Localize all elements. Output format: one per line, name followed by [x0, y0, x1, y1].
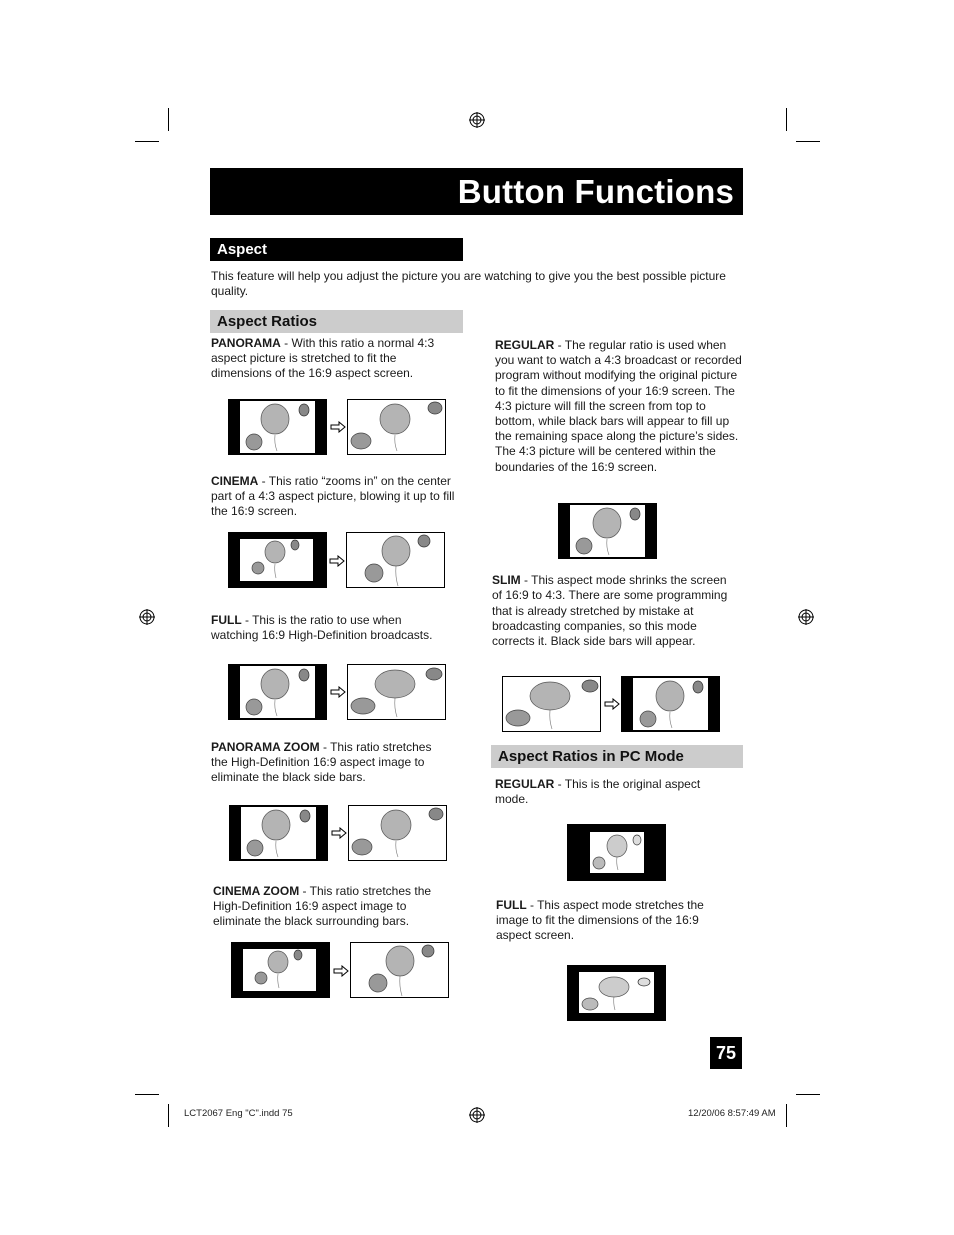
aspect-intro: This feature will help you adjust the picture you are watching to give you the best possible picture quality.: [211, 269, 726, 299]
regular-description: [495, 338, 745, 475]
right-arrow-icon: [331, 827, 347, 839]
slim-text: - This aspect mode shrinks the screen of 16:9 to 4:3. There are some programming that is already stretched by mistake at broadcasting companies, so this mode corrects it. Black side bars will appear.: [492, 573, 728, 649]
full-term: FULL: [211, 613, 242, 627]
crop-mark: [168, 108, 169, 131]
balloon-picture: [621, 676, 720, 732]
slim-term: SLIM: [492, 573, 521, 587]
full-text: - This is the ratio to use when watching 16:9 High-Definition broadcasts.: [211, 613, 433, 643]
balloon-picture: [567, 824, 666, 881]
page-title: Button Functions: [210, 168, 743, 215]
registration-mark-icon: [798, 609, 814, 625]
balloon-picture: [347, 664, 446, 720]
right-arrow-icon: [333, 965, 349, 977]
regular-term: REGULAR: [495, 338, 555, 352]
full-description: [211, 613, 451, 643]
footer-timestamp: 12/20/06 8:57:49 AM: [688, 1108, 776, 1119]
pc-regular-term: REGULAR: [495, 777, 555, 791]
balloon-picture: [228, 399, 327, 455]
cinema-zoom-term: CINEMA ZOOM: [213, 884, 300, 898]
cinema-description: [211, 474, 456, 520]
crop-mark: [786, 1104, 787, 1127]
balloon-picture: [567, 965, 666, 1021]
pc-regular-text: - This is the original aspect mode.: [495, 777, 701, 807]
panorama-description: [211, 336, 441, 382]
pc-full-description: [496, 898, 726, 944]
registration-mark-icon: [469, 1107, 485, 1123]
right-arrow-icon: [330, 686, 346, 698]
panorama-text: - With this ratio a normal 4:3 aspect picture is stretched to fit the dimensions of the 16:9 aspect screen.: [211, 336, 435, 381]
balloon-picture: [558, 503, 657, 559]
cinema-zoom-description: [213, 884, 453, 930]
page-number: 75: [710, 1037, 742, 1069]
registration-mark-icon: [469, 112, 485, 128]
right-arrow-icon: [329, 555, 345, 567]
right-arrow-icon: [604, 698, 620, 710]
balloon-picture: [229, 805, 328, 861]
crop-mark: [135, 141, 159, 142]
right-arrow-icon: [330, 421, 346, 433]
crop-mark: [168, 1104, 169, 1127]
balloon-picture: [346, 532, 445, 588]
regular-text: - The regular ratio is used when you want to watch a 4:3 broadcast or recorded program without modifying the original picture to fit the dimensions of your 16:9 screen. The 4:3 picture will fill the screen from top to bottom, while black bars will appear to fill up the remaining space along the picture’s sides. The 4:3 picture will be centered within the boundaries of the 16:9 screen.: [495, 338, 742, 474]
balloon-picture: [228, 664, 327, 720]
footer-file: LCT2067 Eng "C".indd 75: [184, 1108, 293, 1119]
pc-full-text: - This aspect mode stretches the image to fit the dimensions of the 16:9 aspect screen.: [496, 898, 704, 943]
registration-mark-icon: [139, 609, 155, 625]
panorama-term: PANORAMA: [211, 336, 281, 350]
balloon-picture: [350, 942, 449, 998]
cinema-text: - This ratio “zooms in” on the center part of a 4:3 aspect picture, blowing it up to fill the 16:9 screen.: [211, 474, 455, 519]
crop-mark: [786, 108, 787, 131]
crop-mark: [796, 141, 820, 142]
panorama-zoom-term: PANORAMA ZOOM: [211, 740, 320, 754]
panorama-zoom-description: [211, 740, 451, 786]
section-heading-aspect-ratios: Aspect Ratios: [210, 310, 463, 333]
balloon-picture: [502, 676, 601, 732]
crop-mark: [135, 1094, 159, 1095]
crop-mark: [796, 1094, 820, 1095]
balloon-picture: [348, 805, 447, 861]
pc-full-term: FULL: [496, 898, 527, 912]
section-heading-aspect: Aspect: [210, 238, 463, 261]
balloon-picture: [228, 532, 327, 588]
slim-description: [492, 573, 737, 649]
cinema-term: CINEMA: [211, 474, 259, 488]
pc-regular-description: [495, 777, 725, 807]
balloon-picture: [347, 399, 446, 455]
cinema-zoom-text: - This ratio stretches the High-Definition 16:9 aspect image to eliminate the black surrounding bars.: [213, 884, 432, 929]
balloon-picture: [231, 942, 330, 998]
section-heading-pc-mode: Aspect Ratios in PC Mode: [491, 745, 743, 768]
panorama-zoom-text: - This ratio stretches the High-Definition 16:9 aspect image to eliminate the black side bars.: [211, 740, 432, 785]
